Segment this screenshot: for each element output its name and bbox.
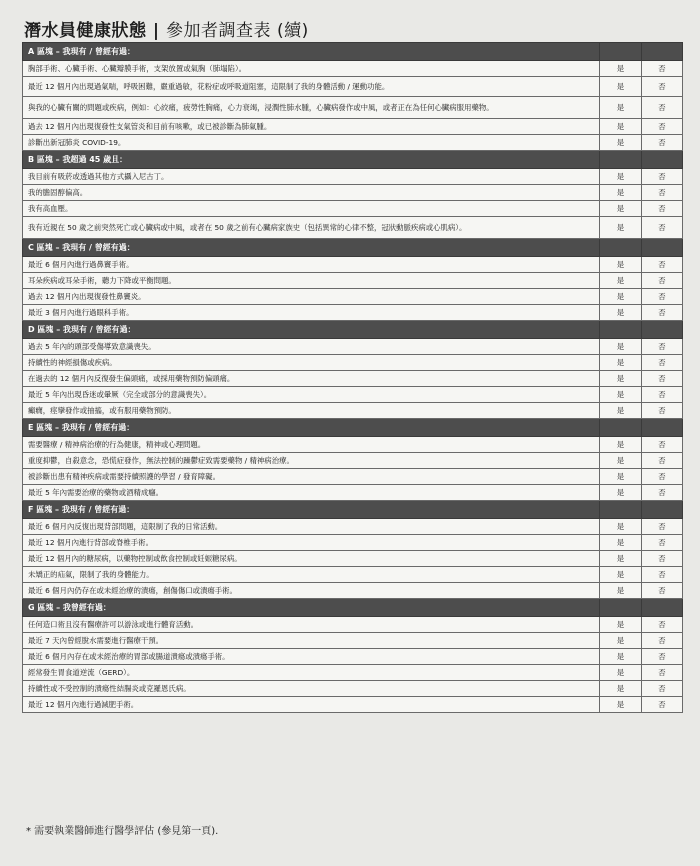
question-text: 任何造口術且沒有醫療許可以游泳或進行體育活動。 bbox=[23, 617, 600, 633]
answer-yes-option[interactable]: 是 bbox=[600, 273, 642, 289]
question-row bbox=[23, 681, 683, 697]
footnote: * 需要執業醫師進行醫學評估 (參見第一頁). bbox=[26, 826, 219, 837]
answer-no-option[interactable]: 否 bbox=[642, 681, 683, 697]
answer-yes-option[interactable]: 是 bbox=[600, 697, 642, 713]
section-header-b bbox=[23, 151, 683, 169]
question-row bbox=[23, 633, 683, 649]
question-row bbox=[23, 403, 683, 419]
question-text: 最近 5 年內出現昏迷或暈厥（完全或部分的意識喪失）。 bbox=[23, 387, 600, 403]
question-row bbox=[23, 485, 683, 501]
section-header-blank-cell bbox=[600, 599, 642, 617]
answer-no-option[interactable]: 否 bbox=[642, 257, 683, 273]
answer-yes-option[interactable]: 是 bbox=[600, 371, 642, 387]
answer-no-option[interactable]: 否 bbox=[642, 97, 683, 119]
question-row bbox=[23, 97, 683, 119]
question-row bbox=[23, 583, 683, 599]
answer-yes-option[interactable]: 是 bbox=[600, 485, 642, 501]
question-row bbox=[23, 617, 683, 633]
section-header-blank-cell bbox=[600, 321, 642, 339]
question-text: 胸部手術、心臟手術、心臟瓣膜手術，支架放置或氣胸（肺塌陷）。 bbox=[23, 61, 600, 77]
answer-no-option[interactable]: 否 bbox=[642, 665, 683, 681]
section-header-blank-cell bbox=[642, 321, 683, 339]
title-main: 潛水員健康狀態 bbox=[24, 21, 147, 41]
question-text: 在過去的 12 個月內反復發生偏頭痛，或採用藥物預防偏頭痛。 bbox=[23, 371, 600, 387]
answer-yes-option[interactable]: 是 bbox=[600, 469, 642, 485]
section-header-blank-cell bbox=[600, 151, 642, 169]
section-heading: A 區塊 – 我現有 / 曾經有過： bbox=[23, 43, 600, 61]
question-row bbox=[23, 289, 683, 305]
answer-yes-option[interactable]: 是 bbox=[600, 355, 642, 371]
answer-yes-option[interactable]: 是 bbox=[600, 665, 642, 681]
answer-no-option[interactable]: 否 bbox=[642, 649, 683, 665]
answer-yes-option[interactable]: 是 bbox=[600, 201, 642, 217]
answer-no-option[interactable]: 否 bbox=[642, 201, 683, 217]
section-header-blank-cell bbox=[600, 239, 642, 257]
section-heading: F 區塊 – 我現有 / 曾經有過： bbox=[23, 501, 600, 519]
question-row bbox=[23, 257, 683, 273]
answer-yes-option[interactable]: 是 bbox=[600, 567, 642, 583]
answer-no-option[interactable]: 否 bbox=[642, 119, 683, 135]
section-header-blank-cell bbox=[642, 239, 683, 257]
question-row bbox=[23, 201, 683, 217]
answer-no-option[interactable]: 否 bbox=[642, 355, 683, 371]
section-heading: B 區塊 – 我超過 45 歲且： bbox=[23, 151, 600, 169]
answer-yes-option[interactable]: 是 bbox=[600, 437, 642, 453]
section-header-e bbox=[23, 419, 683, 437]
answer-no-option[interactable]: 否 bbox=[642, 305, 683, 321]
question-row bbox=[23, 77, 683, 97]
answer-yes-option[interactable]: 是 bbox=[600, 453, 642, 469]
question-text: 最近 6 個月內仍存在或未經治療的潰瘍，創傷傷口或潰瘍手術。 bbox=[23, 583, 600, 599]
question-text: 最近 12 個月內出現過氣喘，呼吸困難，嚴重過敏，花粉症或呼吸道阻塞，這限制了我的身體活動 / 運動功能。 bbox=[23, 77, 600, 97]
answer-yes-option[interactable]: 是 bbox=[600, 387, 642, 403]
answer-yes-option[interactable]: 是 bbox=[600, 217, 642, 239]
answer-no-option[interactable]: 否 bbox=[642, 453, 683, 469]
title-subtitle: 參加者調查表 (續) bbox=[166, 21, 309, 41]
answer-no-option[interactable]: 否 bbox=[642, 633, 683, 649]
question-text: 持續性或不受控制的潰瘍性結腸炎或克羅恩氏病。 bbox=[23, 681, 600, 697]
question-text: 未矯正的疝氣，限制了我的身體能力。 bbox=[23, 567, 600, 583]
answer-yes-option[interactable]: 是 bbox=[600, 61, 642, 77]
question-text: 我的膽固醇偏高。 bbox=[23, 185, 600, 201]
question-row bbox=[23, 649, 683, 665]
answer-no-option[interactable]: 否 bbox=[642, 617, 683, 633]
question-text: 耳朵疾病或耳朵手術，聽力下降或平衡問題。 bbox=[23, 273, 600, 289]
answer-no-option[interactable]: 否 bbox=[642, 77, 683, 97]
section-header-blank-cell bbox=[600, 419, 642, 437]
question-row bbox=[23, 665, 683, 681]
section-heading: G 區塊 – 我曾經有過： bbox=[23, 599, 600, 617]
answer-yes-option[interactable]: 是 bbox=[600, 403, 642, 419]
question-row bbox=[23, 135, 683, 151]
question-text: 最近 7 天內曾經脫水需要進行醫療干預。 bbox=[23, 633, 600, 649]
question-text: 需要醫療 / 精神病治療的行為健康，精神或心理問題。 bbox=[23, 437, 600, 453]
section-header-blank-cell bbox=[642, 151, 683, 169]
answer-no-option[interactable]: 否 bbox=[642, 551, 683, 567]
question-row bbox=[23, 469, 683, 485]
question-text: 最近 12 個月內進行過減肥手術。 bbox=[23, 697, 600, 713]
answer-no-option[interactable]: 否 bbox=[642, 217, 683, 239]
question-row bbox=[23, 567, 683, 583]
question-row bbox=[23, 339, 683, 355]
question-row bbox=[23, 119, 683, 135]
answer-no-option[interactable]: 否 bbox=[642, 437, 683, 453]
question-row bbox=[23, 169, 683, 185]
answer-yes-option[interactable]: 是 bbox=[600, 135, 642, 151]
answer-yes-option[interactable]: 是 bbox=[600, 305, 642, 321]
answer-no-option[interactable]: 否 bbox=[642, 519, 683, 535]
answer-yes-option[interactable]: 是 bbox=[600, 289, 642, 305]
section-header-blank-cell bbox=[642, 599, 683, 617]
page-title bbox=[24, 16, 309, 41]
question-text: 重度抑鬱，自殺意念，恐慌症發作，無法控制的躁鬱症致需要藥物 / 精神病治療。 bbox=[23, 453, 600, 469]
question-text: 過去 12 個月內出現復發性鼻竇炎。 bbox=[23, 289, 600, 305]
answer-yes-option[interactable]: 是 bbox=[600, 617, 642, 633]
question-row bbox=[23, 371, 683, 387]
answer-no-option[interactable]: 否 bbox=[642, 61, 683, 77]
section-header-blank-cell bbox=[642, 501, 683, 519]
answer-yes-option[interactable]: 是 bbox=[600, 185, 642, 201]
answer-yes-option[interactable]: 是 bbox=[600, 119, 642, 135]
answer-no-option[interactable]: 否 bbox=[642, 169, 683, 185]
answer-yes-option[interactable]: 是 bbox=[600, 583, 642, 599]
question-text: 與我的心臟有關的問題或疾病，例如：心絞痛，疲勞性胸痛，心力衰竭，浸潤性肺水腫，心臟病發作或中風，或者正在為任何心臟病服用藥物。 bbox=[23, 97, 600, 119]
question-row bbox=[23, 551, 683, 567]
question-text: 最近 3 個月內進行過眼科手術。 bbox=[23, 305, 600, 321]
question-text: 我目前有吸菸或透過其他方式攝入尼古丁。 bbox=[23, 169, 600, 185]
answer-no-option[interactable]: 否 bbox=[642, 387, 683, 403]
answer-no-option[interactable]: 否 bbox=[642, 273, 683, 289]
answer-yes-option[interactable]: 是 bbox=[600, 257, 642, 273]
question-text: 最近 6 個月內反復出現背部問題，這限制了我的日常活動。 bbox=[23, 519, 600, 535]
section-header-blank-cell bbox=[600, 501, 642, 519]
section-heading: E 區塊 – 我現有 / 曾經有過： bbox=[23, 419, 600, 437]
question-row bbox=[23, 387, 683, 403]
section-header-blank-cell bbox=[642, 43, 683, 61]
question-row bbox=[23, 437, 683, 453]
answer-no-option[interactable]: 否 bbox=[642, 289, 683, 305]
question-row bbox=[23, 273, 683, 289]
answer-no-option[interactable]: 否 bbox=[642, 339, 683, 355]
question-text: 最近 6 個月內存在或未經治療的胃部或腸道潰瘍或潰瘍手術。 bbox=[23, 649, 600, 665]
answer-no-option[interactable]: 否 bbox=[642, 485, 683, 501]
question-text: 經常發生胃食道逆流（GERD）。 bbox=[23, 665, 600, 681]
question-row bbox=[23, 355, 683, 371]
question-row bbox=[23, 453, 683, 469]
section-header-a bbox=[23, 43, 683, 61]
question-text: 最近 5 年內需要治療的藥物或酒精成癮。 bbox=[23, 485, 600, 501]
answer-no-option[interactable]: 否 bbox=[642, 403, 683, 419]
section-header-d bbox=[23, 321, 683, 339]
question-text: 持續性的神經損傷或疾病。 bbox=[23, 355, 600, 371]
question-text: 過去 5 年內的頭部受傷導致意識喪失。 bbox=[23, 339, 600, 355]
question-text: 最近 6 個月內進行過鼻竇手術。 bbox=[23, 257, 600, 273]
section-header-blank-cell bbox=[600, 43, 642, 61]
answer-no-option[interactable]: 否 bbox=[642, 535, 683, 551]
section-heading: D 區塊 – 我現有 / 曾經有過： bbox=[23, 321, 600, 339]
question-row bbox=[23, 185, 683, 201]
answer-yes-option[interactable]: 是 bbox=[600, 681, 642, 697]
answer-yes-option[interactable]: 是 bbox=[600, 97, 642, 119]
section-header-blank-cell bbox=[642, 419, 683, 437]
answer-no-option[interactable]: 否 bbox=[642, 567, 683, 583]
answer-no-option[interactable]: 否 bbox=[642, 583, 683, 599]
answer-yes-option[interactable]: 是 bbox=[600, 633, 642, 649]
answer-yes-option[interactable]: 是 bbox=[600, 519, 642, 535]
question-row bbox=[23, 61, 683, 77]
answer-yes-option[interactable]: 是 bbox=[600, 535, 642, 551]
question-row bbox=[23, 535, 683, 551]
answer-yes-option[interactable]: 是 bbox=[600, 551, 642, 567]
question-text: 最近 12 個月內進行背部或脊椎手術。 bbox=[23, 535, 600, 551]
answer-no-option[interactable]: 否 bbox=[642, 185, 683, 201]
answer-no-option[interactable]: 否 bbox=[642, 697, 683, 713]
answer-yes-option[interactable]: 是 bbox=[600, 339, 642, 355]
question-row bbox=[23, 697, 683, 713]
question-text: 最近 12 個月內的糖尿病，以藥物控制或飲食控制或妊娠糖尿病。 bbox=[23, 551, 600, 567]
question-text: 我有近親在 50 歲之前突然死亡或心臟病或中風，或者在 50 歲之前有心臟病家族史（包括異常的心律不整，冠狀動脈疾病或心肌病）。 bbox=[23, 217, 600, 239]
question-row bbox=[23, 519, 683, 535]
answer-yes-option[interactable]: 是 bbox=[600, 77, 642, 97]
question-text: 過去 12 個月內出現復發性支氣管炎和目前有咳嗽，或已被診斷為肺氣腫。 bbox=[23, 119, 600, 135]
section-header-g bbox=[23, 599, 683, 617]
section-header-f bbox=[23, 501, 683, 519]
section-header-c bbox=[23, 239, 683, 257]
question-text: 被診斷出患有精神疾病或需要持續照護的學習 / 發育障礙。 bbox=[23, 469, 600, 485]
answer-no-option[interactable]: 否 bbox=[642, 371, 683, 387]
question-text: 癲癇，痙攣發作或抽搐，或有服用藥物預防。 bbox=[23, 403, 600, 419]
answer-yes-option[interactable]: 是 bbox=[600, 169, 642, 185]
question-row bbox=[23, 305, 683, 321]
section-heading: C 區塊 – 我現有 / 曾經有過： bbox=[23, 239, 600, 257]
answer-no-option[interactable]: 否 bbox=[642, 469, 683, 485]
answer-yes-option[interactable]: 是 bbox=[600, 649, 642, 665]
question-text: 診斷出新冠肺炎 COVID-19。 bbox=[23, 135, 600, 151]
answer-no-option[interactable]: 否 bbox=[642, 135, 683, 151]
title-separator: | bbox=[146, 21, 167, 41]
question-text: 我有高血壓。 bbox=[23, 201, 600, 217]
questionnaire-table bbox=[22, 42, 683, 713]
question-row bbox=[23, 217, 683, 239]
